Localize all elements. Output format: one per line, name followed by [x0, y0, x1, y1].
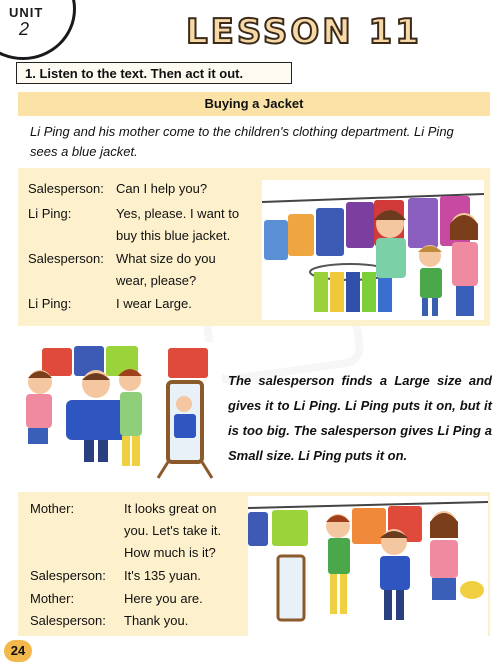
dialogue-text: What size do you	[116, 251, 216, 266]
dialogue-text: It's 135 yuan.	[124, 568, 201, 583]
dialogue-text: I wear Large.	[116, 296, 192, 311]
unit-label: UNIT	[9, 5, 44, 20]
dialogue-text: Can I help you?	[116, 181, 208, 196]
page-number: 24	[4, 640, 32, 662]
intro-text: Li Ping and his mother come to the children's clothing department. Li Ping sees a blue jacket.	[30, 124, 454, 159]
unit-badge	[0, 0, 76, 60]
narration-text: The salesperson finds a Large size and gives it to Li Ping. Li Ping puts it on, but it is too big. The salesperson gives Li Ping a Small size. Li Ping puts it on.	[228, 373, 492, 463]
speaker-label: Mother:	[30, 501, 75, 516]
speaker-label: Salesperson:	[28, 251, 104, 266]
unit-number: 2	[19, 19, 30, 39]
dialogue-text: Yes, please. I want to	[116, 206, 240, 221]
dialogue-text: you. Let's take it.	[124, 523, 222, 538]
dialogue-text: It looks great on	[124, 501, 217, 516]
dialogue-text: How much is it?	[124, 545, 216, 560]
instruction: 1. Listen to the text. Then act it out.	[16, 62, 292, 84]
dialogue-text: Thank you.	[124, 613, 189, 628]
speaker-label: Mother:	[30, 591, 75, 606]
illustration-paying	[248, 496, 488, 636]
illustration-trying-on	[18, 342, 222, 482]
dialogue-text: wear, please?	[116, 273, 197, 288]
dialogue-text: Here you are.	[124, 591, 203, 606]
speaker-label: Salesperson:	[30, 568, 106, 583]
dialogue-text: buy this blue jacket.	[116, 228, 231, 243]
section-title: Buying a Jacket	[18, 92, 490, 116]
speaker-label: Li Ping:	[28, 296, 72, 311]
illustration-clothing-store	[262, 180, 484, 320]
speaker-label: Salesperson:	[28, 181, 104, 196]
lesson-title: LESSON 11	[186, 12, 422, 52]
speaker-label: Salesperson:	[30, 613, 106, 628]
speaker-label: Li Ping:	[28, 206, 72, 221]
